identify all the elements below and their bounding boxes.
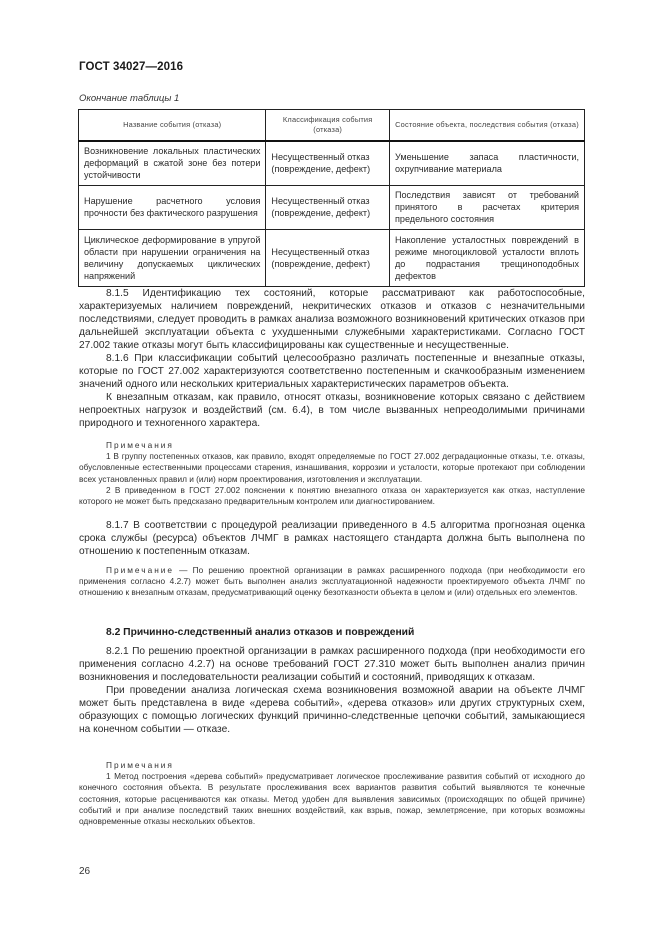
- cell-consequence: Накопление усталостных повреждений в режиме многоцикловой усталости вплоть до подрастания трещиноподобных дефектов: [389, 230, 584, 287]
- cell-consequence: Последствия зависят от требований принятого в расчетах критерия предельного состояния: [389, 186, 584, 230]
- note-text: — По решению проектной организации в рамках расширенного подхода (при необходимости его применения согласно 4.2.7) может быть выполнен анализ эксплуатационной надежности проектируемого объекта ЛЧМГ по отношению к внезапным отказам, предусматривающий оценку безотказности объекта в целом и (или) отдельных его элементов.: [79, 565, 585, 598]
- notes-8-2: [79, 760, 585, 827]
- failure-events-table: [78, 109, 585, 287]
- classification-text: Несущественный отказ (повреждение, дефект): [271, 196, 371, 218]
- notes-8-1: [79, 440, 585, 507]
- section-8-2-text: [79, 645, 585, 736]
- notes-title: Примечания: [106, 760, 174, 770]
- section-heading-8-2: 8.2 Причинно-следственный анализ отказов и повреждений: [106, 627, 415, 638]
- standard-header: ГОСТ 34027—2016: [79, 61, 184, 73]
- page-number: 26: [79, 866, 91, 877]
- cell-consequence: Уменьшение запаса пластичности, охрупчивание материала: [389, 141, 584, 186]
- cell-event-name: Нарушение расчетного условия прочности без фактического разрушения: [79, 186, 266, 230]
- paragraph-sudden-failures: К внезапным отказам, как правило, относят отказы, возникновение которых связано с действием непроектных нагрузок и воздействий (см. 6.4), в том числе вызванных непреодолимыми причинами природного и техногенного характера.: [79, 392, 585, 429]
- paragraph-8-1-5: 8.1.5 Идентификацию тех состояний, которые рассматривают как работоспособные, характеризуемых наличием повреждений, некритических отказов и отказов с незначительными последствиями, следует проводить в рамках анализа возможного возникновений критических отказов при дальнейшей эксплуатации объекта с ухудшенными служебными характеристиками. Согласно ГОСТ 27.002 такие отказы могут быть классифицированы как существенные и несущественные.: [79, 288, 585, 351]
- cell-event-name: Циклическое деформирование в упругой области при нарушении ограничения на величину допускаемых циклических напряжений: [79, 230, 266, 287]
- classification-text: Несущественный отказ (повреждение, дефект): [271, 246, 371, 269]
- table-header-row: [79, 110, 585, 142]
- note-label: Примечание: [106, 565, 175, 575]
- column-header-consequence: Состояние объекта, последствия события (отказа): [389, 110, 584, 142]
- column-header-event-name: Название события (отказа): [79, 110, 266, 142]
- table-row: [79, 230, 585, 287]
- cell-classification: [266, 186, 390, 230]
- note-8-1-7: [79, 565, 585, 599]
- note-1: 1 В группу постепенных отказов, как правило, входят определяемые по ГОСТ 27.002 деградационные отказы, т.е. отказы, обусловленные естественными процессами старения, изнашивания, коррозии и усталости, которые протекают при соблюдении всех установленных правил и (или) норм проектирования, изготовления и эксплуатации.: [79, 451, 585, 484]
- column-header-classification: Классификация события (отказа): [266, 110, 390, 142]
- table-row: [79, 141, 585, 186]
- table-row: [79, 186, 585, 230]
- note-2: 2 В приведенном в ГОСТ 27.002 пояснении к понятию внезапного отказа он характеризуется как отказ, наступление которого не может быть предсказано предварительным контролем или диагностированием.: [79, 484, 585, 507]
- classification-text: Несущественный отказ (повреждение, дефект): [271, 152, 371, 174]
- paragraph-8-1-6: 8.1.6 При классификации событий целесообразно различать постепенные и внезапные отказы, которые по ГОСТ 27.002 характеризуются соответственно постепенным и скачкообразным изменением значений одного или нескольких критериальных характеристических параметров объекта.: [79, 353, 585, 390]
- cell-classification: [266, 141, 390, 186]
- cell-event-name: Возникновение локальных пластических деформаций в сжатой зоне без потери устойчивости: [79, 141, 266, 186]
- paragraph-8-1-7-block: [79, 519, 585, 558]
- note-1: 1 Метод построения «дерева событий» предусматривает логическое прослеживание развития событий от исходного до конечного состояния объекта. В результате прослеживания всех вариантов развития событий выявляются те конечные состояния, которые расцениваются как отказы. Метод удобен для выявления зависимых (происходящих по общей причине) событий и при анализе последствий таких внешних воздействий, как взрыв, пожар, землетрясение, при которых возможны одновременные отказы нескольких объектов.: [79, 771, 585, 827]
- paragraph-8-2-1: 8.2.1 По решению проектной организации в рамках расширенного подхода (при необходимости его применения согласно 4.2.7) на основе требований ГОСТ 27.310 может быть выполнен анализ причин возникновения и последовательности реализации событий и состояний, приводящих к отказам.: [79, 646, 585, 683]
- note-single: [79, 565, 585, 599]
- notes-title: Примечания: [106, 440, 174, 450]
- cell-classification: [266, 230, 390, 287]
- table-caption: Окончание таблицы 1: [79, 93, 180, 104]
- section-8-1-text: [79, 287, 585, 430]
- paragraph-logic-scheme: При проведении анализа логическая схема возникновения возможной аварии на объекте ЛЧМГ может быть представлена в виде «дерева событий», «дерева отказов» или других структурных схем, образующих с помощью логических функций причинно-следственные цепочки событий, замыкающиеся на конечном событии — отказе.: [79, 685, 585, 735]
- paragraph-8-1-7: 8.1.7 В соответствии с процедурой реализации приведенного в 4.5 алгоритма прогнозная оценка срока службы (ресурса) объектов ЛЧМГ в рамках настоящего стандарта должна быть выполнена по отношению к постепенным отказам.: [79, 520, 585, 557]
